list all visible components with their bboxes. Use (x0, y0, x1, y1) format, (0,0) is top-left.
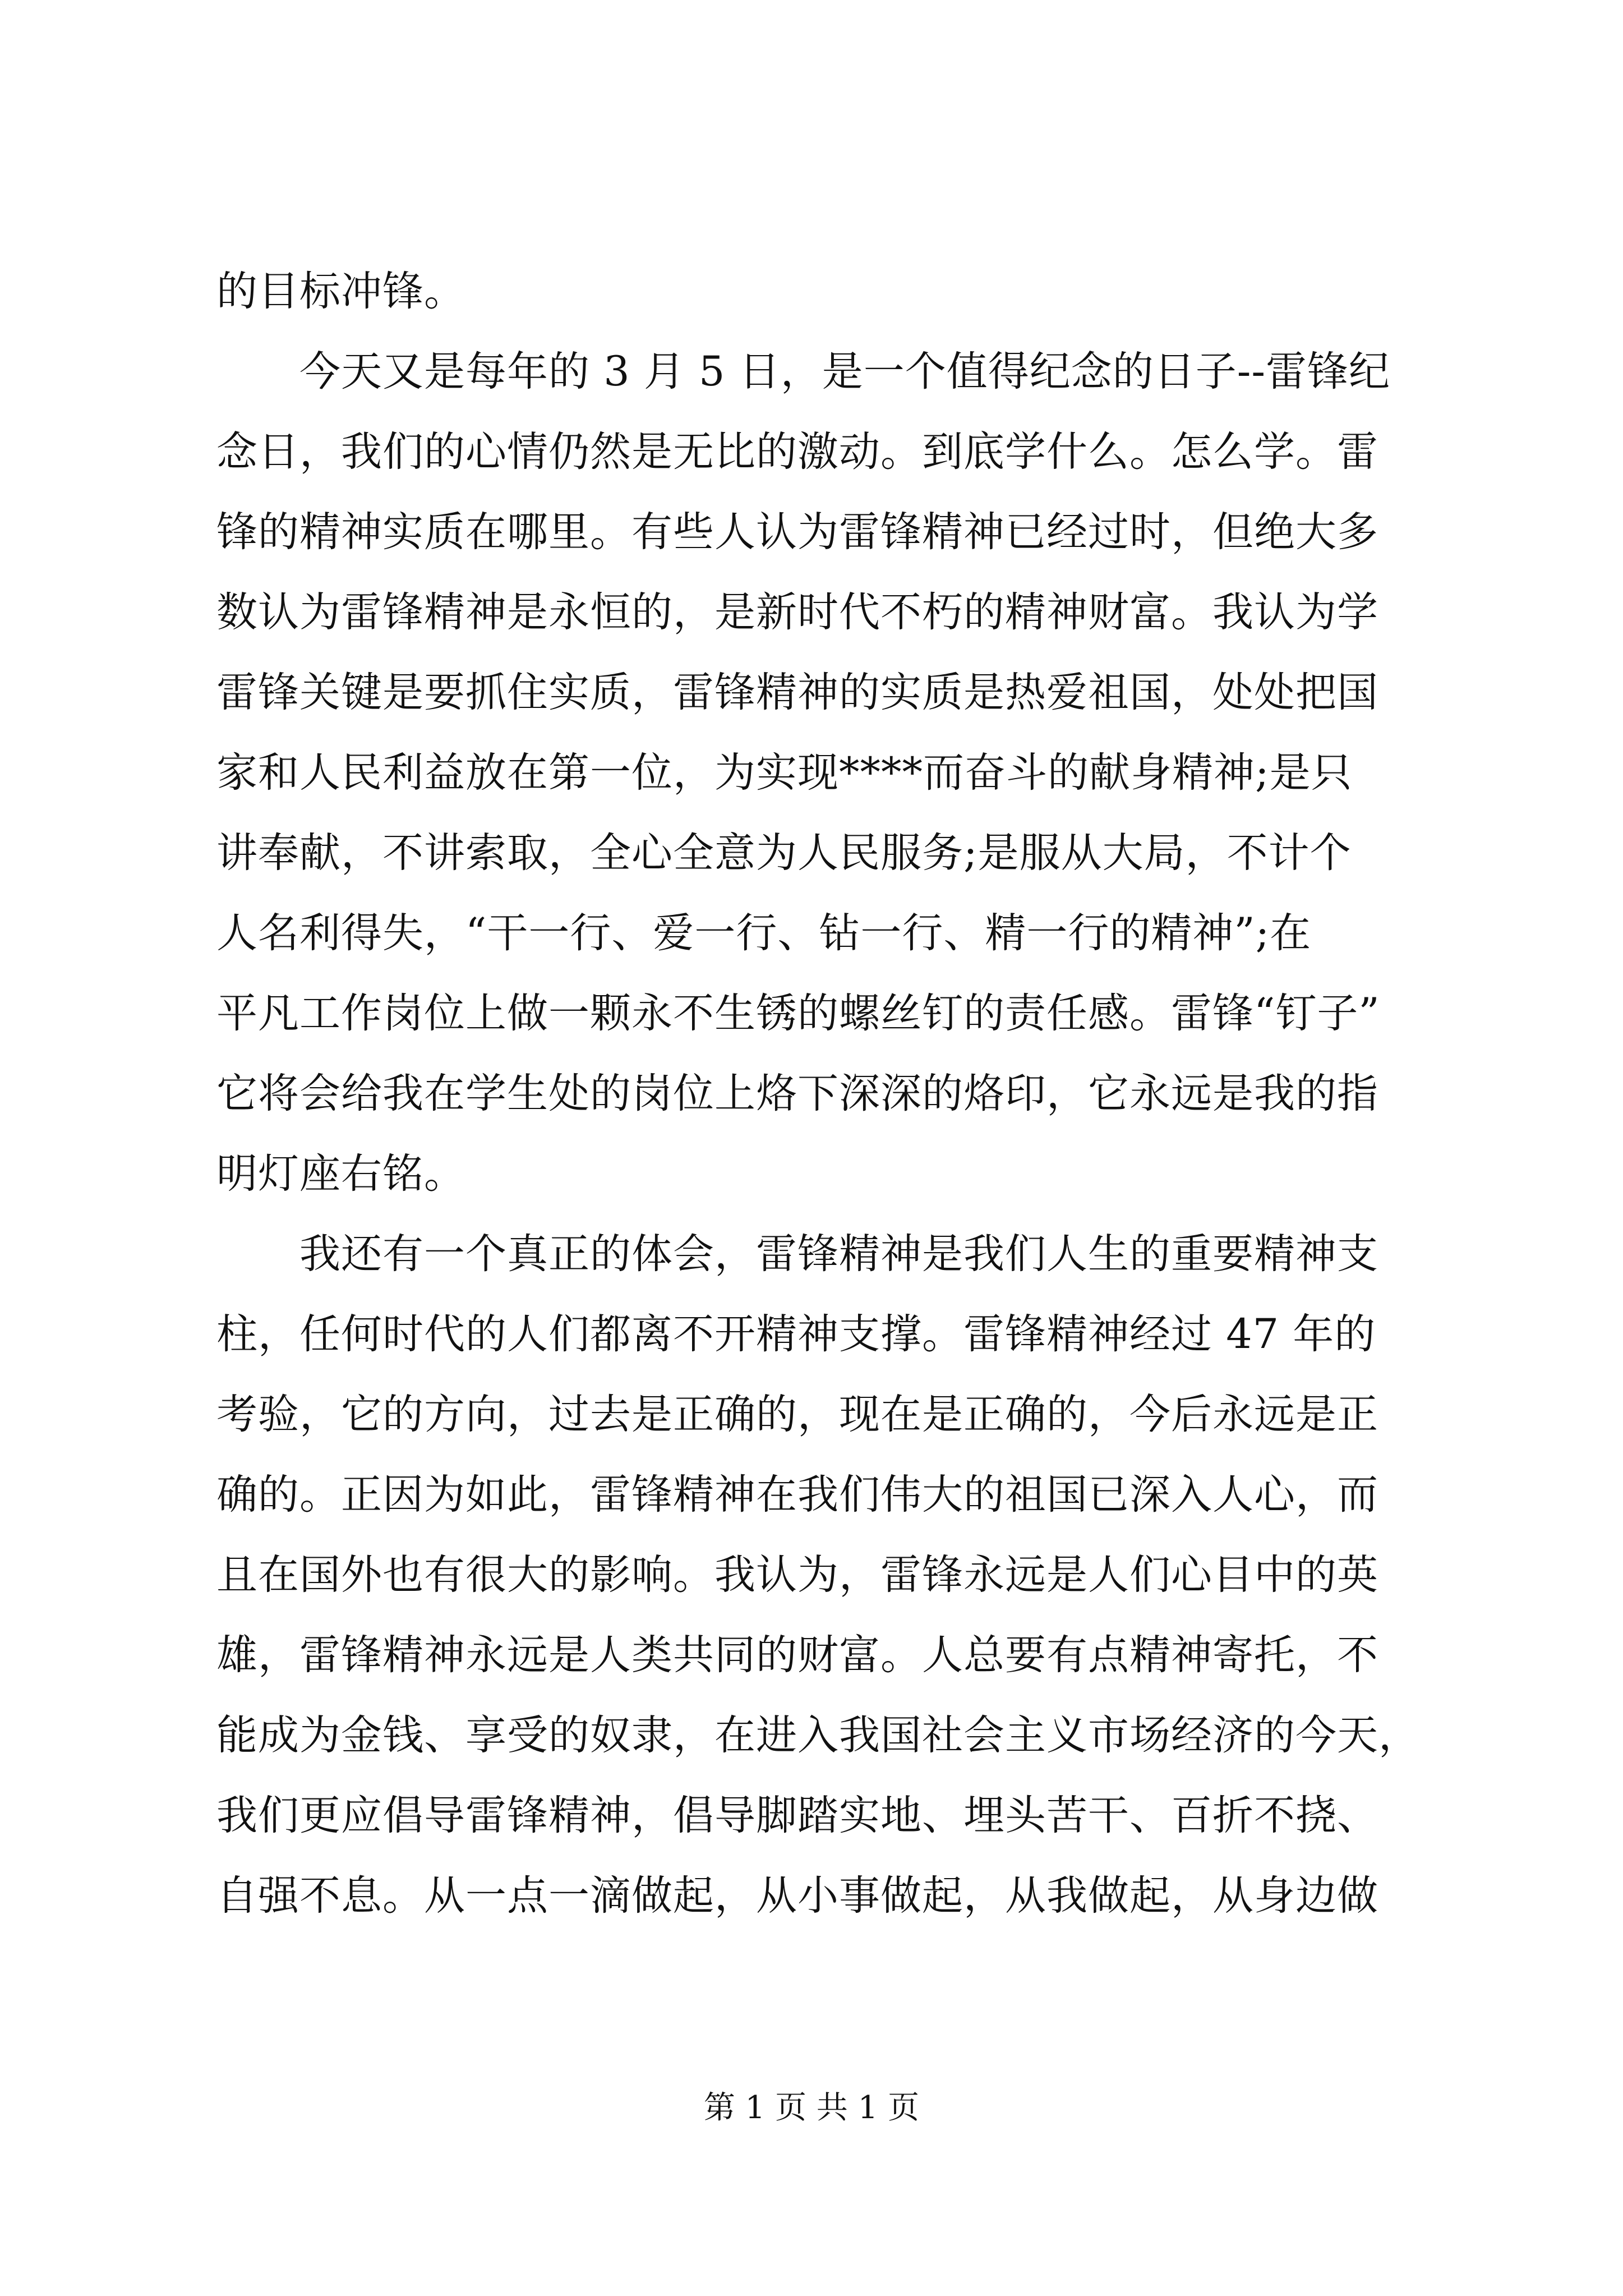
text-line: 雷锋关键是要抓住实质，雷锋精神的实质是热爱祖国，处处把国 (216, 669, 1378, 716)
body-text (216, 251, 1420, 1936)
text-line: 人名利得失，“干一行、爱一行、钻一行、精一行的精神”;在 (216, 909, 1312, 957)
text-line: 我还有一个真正的体会，雷锋精神是我们人生的重要精神支 (216, 1230, 1378, 1278)
text-line: 明灯座右铭。 (216, 1150, 465, 1198)
page-footer: 第 1 页 共 1 页 (703, 2090, 920, 2126)
text-line: 自强不息。从一点一滴做起，从小事做起，从我做起，从身边做 (216, 1872, 1378, 1920)
text-line: 念日，我们的心情仍然是无比的激动。到底学什么。怎么学。雷 (216, 428, 1378, 476)
text-line: 的目标冲锋。 (216, 268, 465, 315)
text-line: 雄，雷锋精神永远是人类共同的财富。人总要有点精神寄托，不 (216, 1631, 1378, 1679)
text-line: 能成为金钱、享受的奴隶，在进入我国社会主义市场经济的今天， (216, 1711, 1420, 1759)
text-line: 数认为雷锋精神是永恒的，是新时代不朽的精神财富。我认为学 (216, 588, 1378, 636)
text-line: 今天又是每年的 3 月 5 日，是一个值得纪念的日子--雷锋纪 (216, 348, 1391, 395)
text-line: 家和人民利益放在第一位，为实现****而奋斗的献身精神;是只 (216, 749, 1353, 797)
text-line: 锋的精神实质在哪里。有些人认为雷锋精神已经过时，但绝大多 (216, 508, 1378, 556)
text-line: 它将会给我在学生处的岗位上烙下深深的烙印，它永远是我的指 (216, 1070, 1378, 1117)
text-line: 我们更应倡导雷锋精神，倡导脚踏实地、埋头苦干、百折不挠、 (216, 1792, 1378, 1839)
text-line: 讲奉献，不讲索取，全心全意为人民服务;是服从大局，不计个 (216, 829, 1352, 877)
text-line: 考验，它的方向，过去是正确的，现在是正确的，今后永远是正 (216, 1391, 1378, 1438)
text-line: 且在国外也有很大的影响。我认为，雷锋永远是人们心目中的英 (216, 1551, 1378, 1599)
text-line: 柱，任何时代的人们都离不开精神支撑。雷锋精神经过 47 年的 (216, 1310, 1376, 1358)
text-line: 平凡工作岗位上做一颗永不生锈的螺丝钉的责任感。雷锋“钉子” (216, 990, 1380, 1037)
text-line: 确的。正因为如此，雷锋精神在我们伟大的祖国已深入人心，而 (216, 1471, 1378, 1519)
